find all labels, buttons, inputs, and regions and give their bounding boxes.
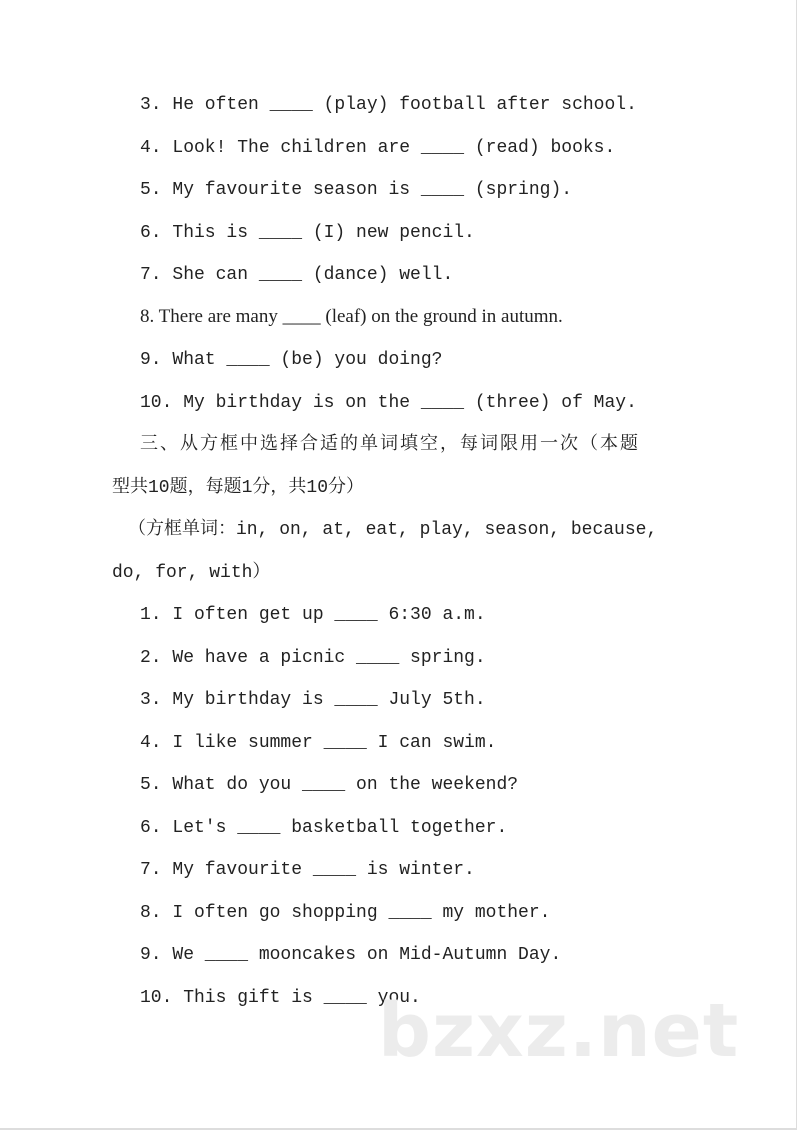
exercise-item: 3. My birthday is ____ July 5th. [140,690,486,710]
exercise-item: 7. She can ____ (dance) well. [140,265,454,285]
exercise-item: 7. My favourite ____ is winter. [140,860,475,880]
exercise-item: 6. This is ____ (I) new pencil. [140,223,475,243]
word-box-cont: do, for, with） [112,563,271,583]
watermark: bzxz.net [378,988,740,1074]
section-heading: 三、从方框中选择合适的单词填空，每词限用一次（本题 [140,435,640,455]
exercise-item: 9. We ____ mooncakes on Mid-Autumn Day. [140,945,562,965]
exercise-item: 4. I like summer ____ I can swim. [140,733,497,753]
exercise-item: 6. Let's ____ basketball together. [140,818,508,838]
exercise-item: 10. My birthday is on the ____ (three) of May. [140,393,637,413]
exercise-item: 1. I often get up ____ 6:30 a.m. [140,605,486,625]
exercise-item: 9. What ____ (be) you doing? [140,350,443,370]
exercise-item: 8. There are many ____ (leaf) on the ground in autumn. [140,306,563,327]
word-box: （方框单词：in, on, at, eat, play, season, because, [128,520,658,540]
exercise-item: 3. He often ____ (play) football after school. [140,95,637,115]
exercise-item: 2. We have a picnic ____ spring. [140,648,486,668]
exercise-item: 8. I often go shopping ____ my mother. [140,903,551,923]
exercise-item: 10. This gift is ____ you. [140,988,421,1008]
exercise-item: 5. What do you ____ on the weekend? [140,775,519,795]
exercise-item: 5. My favourite season is ____ (spring). [140,180,573,200]
exercise-item: 4. Look! The children are ____ (read) books. [140,138,616,158]
section-heading-cont: 型共10题，每题1分，共10分） [112,478,365,498]
